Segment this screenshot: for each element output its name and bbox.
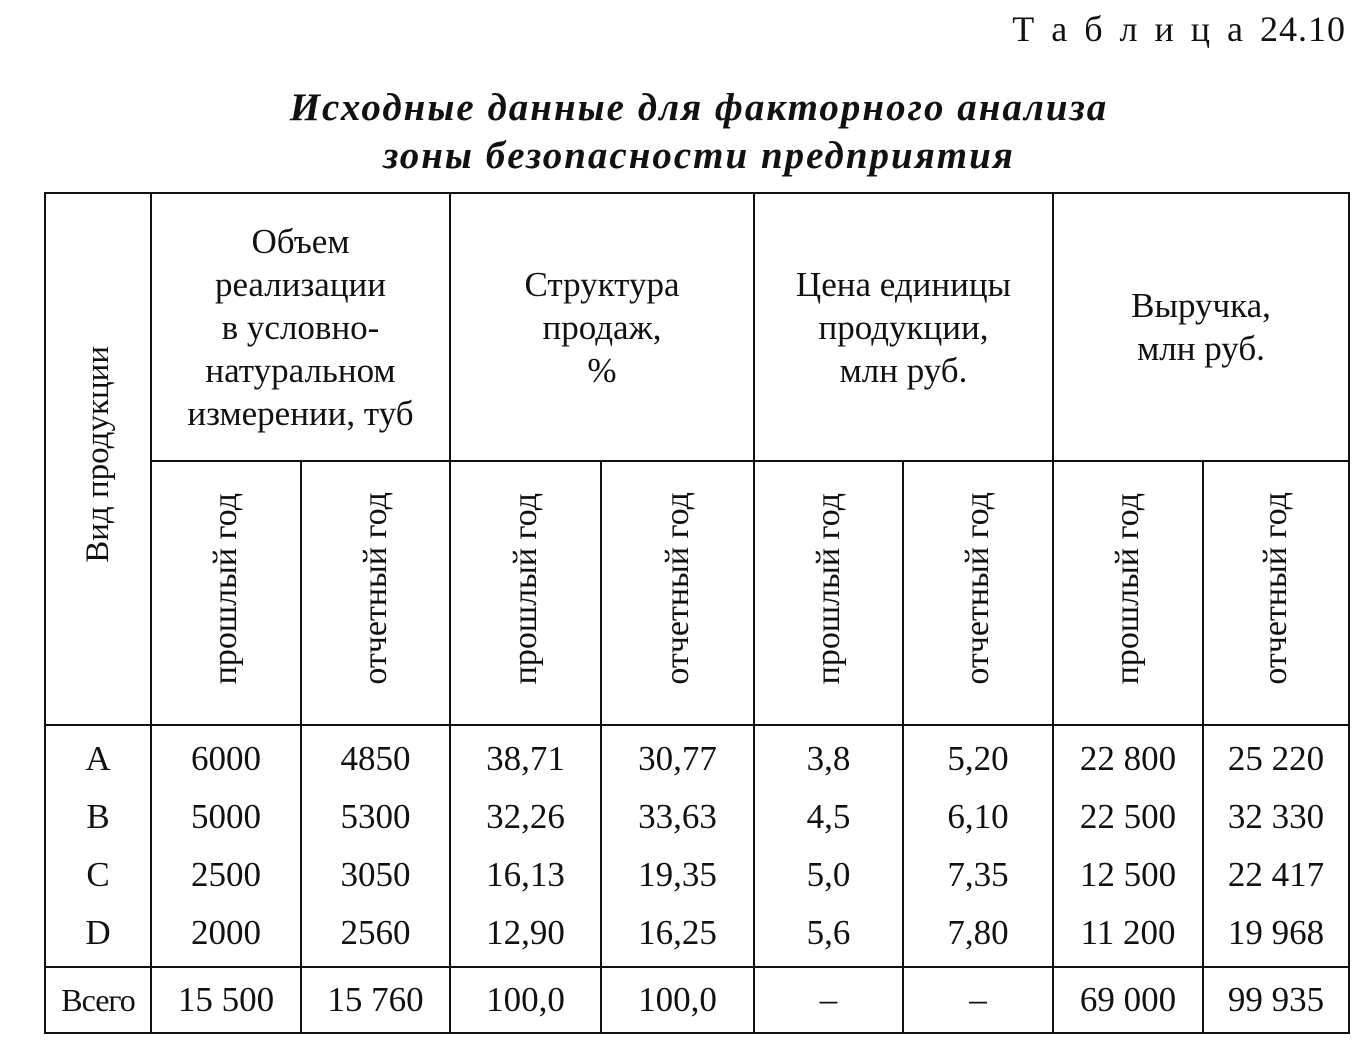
value-cell: 16,25 [638, 913, 717, 952]
group-header-line: продукции, [818, 307, 989, 347]
product-cells [45, 725, 151, 967]
product-cell: D [85, 913, 111, 952]
subheader-revenue-prev [1053, 461, 1203, 725]
subheader-label: прошлый год [809, 492, 847, 685]
value-cell: 6,10 [947, 797, 1009, 836]
value-cell: 38,71 [486, 739, 565, 778]
group-header-line: Выручка, [1131, 286, 1271, 325]
data-table [44, 192, 1350, 1034]
table-title [0, 84, 1368, 180]
table-number: Т а б л и ц а 24.10 [1012, 9, 1346, 49]
revenue-prev-cells [1053, 725, 1203, 967]
title-line-1: Исходные данные для факторного анализа [289, 86, 1109, 129]
value-cell: 12 500 [1079, 855, 1177, 894]
value-cell: 2560 [340, 913, 411, 952]
subheader-price-curr [903, 461, 1053, 725]
group-header-line: млн руб. [1137, 329, 1265, 368]
subheader-label: отчетный год [356, 492, 394, 685]
group-header-structure [450, 193, 754, 461]
value-cell: 25 220 [1227, 739, 1325, 778]
total-structure-curr: 100,0 [601, 967, 754, 1033]
header-row-groups [45, 193, 1349, 461]
subheader-label: отчетный год [959, 492, 996, 685]
value-cell: 32 330 [1227, 797, 1325, 836]
value-cell: 30,77 [638, 739, 717, 778]
structure-prev-cells [450, 725, 601, 967]
group-header-line: Цена единицы [795, 264, 1012, 304]
price-curr-cells [903, 725, 1053, 967]
value-cell: 5,20 [947, 739, 1009, 778]
subheader-label: отчетный год [1257, 492, 1294, 685]
value-cell: 32,26 [486, 797, 565, 836]
value-cell: 12,90 [486, 913, 565, 952]
value-cell: 3,8 [806, 739, 851, 778]
price-prev-cells [754, 725, 903, 967]
group-header-revenue [1053, 193, 1349, 461]
total-volume-curr: 15 760 [301, 967, 450, 1033]
total-revenue-prev: 69 000 [1053, 967, 1203, 1033]
product-cell: A [85, 739, 111, 778]
group-header-line: продаж, [542, 307, 662, 347]
value-cell: 11 200 [1080, 913, 1176, 952]
subheader-volume-curr [301, 461, 450, 725]
subheader-structure-curr [601, 461, 754, 725]
value-cell: 22 800 [1079, 739, 1177, 778]
value-cell: 7,80 [947, 913, 1009, 952]
value-cell: 5000 [191, 797, 261, 836]
value-cell: 16,13 [486, 855, 565, 894]
group-header-price [754, 193, 1053, 461]
value-cell: 4,5 [806, 797, 851, 836]
group-header-line: Структура [524, 264, 680, 304]
group-header-line: Объем [251, 221, 350, 261]
total-price-prev: – [754, 967, 903, 1033]
header-row-years [45, 461, 1349, 725]
value-cell: 19,35 [638, 855, 717, 894]
product-cell: C [86, 855, 110, 894]
value-cell: 33,63 [638, 797, 717, 836]
value-cell: 22 500 [1079, 797, 1177, 836]
data-rows [45, 725, 1349, 967]
subheader-label: прошлый год [207, 492, 244, 685]
group-header-volume [151, 193, 450, 461]
total-revenue-curr: 99 935 [1203, 967, 1349, 1033]
total-structure-prev: 100,0 [450, 967, 601, 1033]
subheader-label: прошлый год [506, 492, 544, 685]
value-cell: 2500 [191, 855, 261, 894]
group-header-line: натуральном [205, 350, 396, 390]
group-header-line: млн руб. [839, 350, 968, 390]
volume-curr-cells [301, 725, 450, 967]
value-cell: 19 968 [1227, 913, 1325, 952]
value-cell: 7,35 [947, 855, 1009, 894]
group-header-line: реализации [214, 264, 387, 304]
subheader-volume-prev [151, 461, 301, 725]
product-column-label: Вид продукции [79, 346, 116, 563]
product-cell: B [86, 797, 110, 836]
structure-curr-cells [601, 725, 754, 967]
group-header-line: в условно- [221, 307, 380, 347]
value-cell: 22 417 [1227, 855, 1325, 894]
value-cell: 4850 [340, 739, 411, 778]
value-cell: 5300 [340, 797, 411, 836]
subheader-revenue-curr [1203, 461, 1349, 725]
total-price-curr: – [903, 967, 1053, 1033]
value-cell: 5,0 [806, 855, 851, 894]
group-header-line: % [587, 350, 617, 390]
total-label: Всего [45, 967, 151, 1033]
product-column-header [45, 193, 151, 725]
title-line-2: зоны безопасности предприятия [383, 134, 1015, 177]
value-cell: 5,6 [806, 913, 851, 952]
subheader-price-prev [754, 461, 903, 725]
total-volume-prev: 15 500 [151, 967, 301, 1033]
subheader-structure-prev [450, 461, 601, 725]
revenue-curr-cells [1203, 725, 1349, 967]
group-header-line: измерении, туб [187, 393, 414, 433]
subheader-label: прошлый год [1109, 492, 1146, 685]
total-row [45, 967, 1349, 1033]
subheader-label: отчетный год [658, 492, 696, 685]
volume-prev-cells [151, 725, 301, 967]
value-cell: 6000 [191, 739, 261, 778]
value-cell: 3050 [340, 855, 411, 894]
value-cell: 2000 [191, 913, 261, 952]
